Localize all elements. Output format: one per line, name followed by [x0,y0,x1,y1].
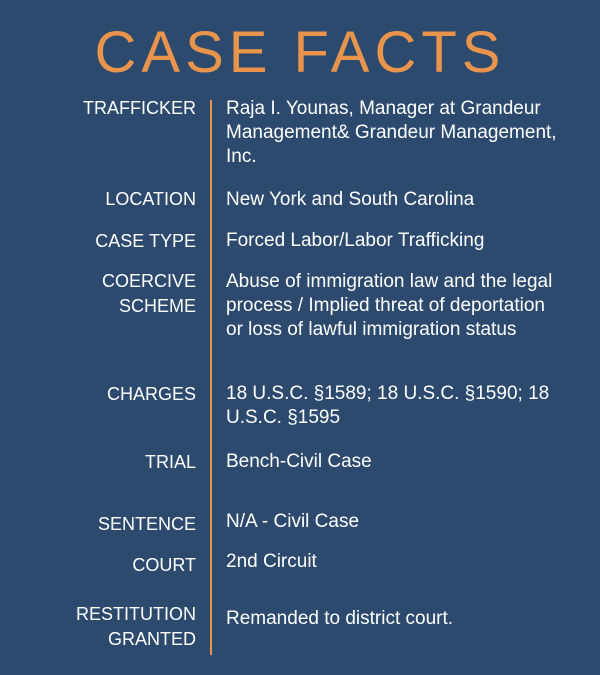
label-restitution-granted: RESTITUTION GRANTED [76,604,196,649]
value-court: 2nd Circuit [226,551,317,572]
label-trafficker: TRAFFICKER [82,98,196,118]
value-trafficker: Raja I. Younas, Manager at Grandeur Management& Grandeur Management, Inc. [226,98,557,167]
value-case-type: Forced Labor/Labor Trafficking [226,230,485,251]
label-court: COURT [132,555,196,575]
label-coercive-scheme: COERCIVE SCHEME [101,271,196,316]
label-case-type: CASE TYPE [95,231,196,251]
value-restitution-granted: Remanded to district court. [226,608,454,629]
page-title: CASE FACTS [94,20,506,85]
label-trial: TRIAL [144,452,196,472]
vertical-divider [210,100,212,655]
value-coercive-scheme: Abuse of immigration law and the legal process / Implied threat of deportation or loss of lawful immigration status [226,271,553,340]
value-location: New York and South Carolina [226,189,475,210]
label-charges: CHARGES [106,384,196,404]
value-trial: Bench-Civil Case [226,451,372,472]
value-charges: 18 U.S.C. §1589; 18 U.S.C. §1590; 18 U.S.C. §1595 [226,383,550,428]
label-sentence: SENTENCE [97,514,196,534]
label-location: LOCATION [105,189,196,209]
value-sentence: N/A - Civil Case [226,511,360,532]
